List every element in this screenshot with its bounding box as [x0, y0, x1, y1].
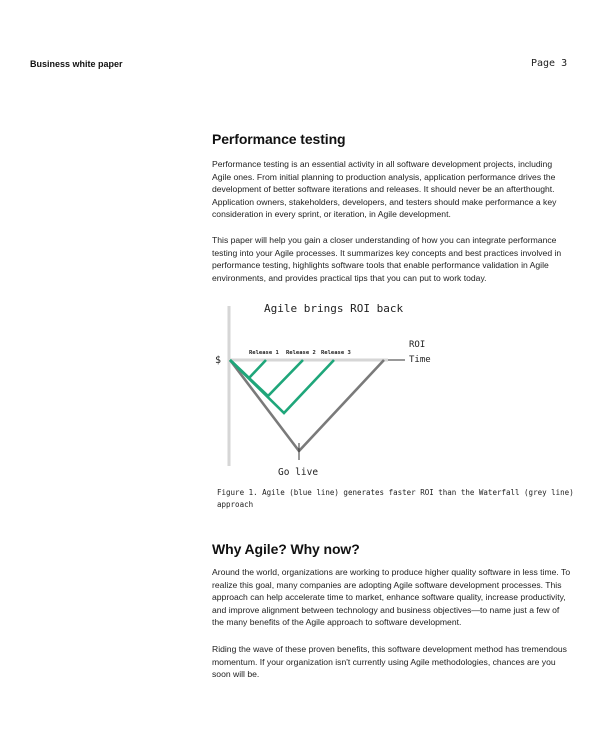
- paragraph-performance-intro: Performance testing is an essential activity in all software development projects, including Agile ones. From initial planning to production analysis, application performance drives the development of better software iterations and releases. It should never be an afterthought. Application owners, stakeholders, developers, and testers should make performance a key consideration in every sprint, or iteration, in Agile development.: [212, 159, 557, 220]
- go-live-label: Go live: [278, 467, 319, 478]
- section-performance-testing: [212, 131, 572, 284]
- agile-lines: [230, 360, 334, 413]
- section-heading-performance-testing: Performance testing: [212, 131, 346, 147]
- paragraph-agile-momentum: Riding the wave of these proven benefits, this software development method has tremendous momentum. If your organization isn't currently using Agile methodologies, chances are you soon will be.: [212, 643, 567, 680]
- roi-label: ROI: [409, 340, 426, 350]
- document-type-label: Business white paper: [30, 59, 123, 69]
- figure-caption: Figure 1. Agile (blue line) generates faster ROI than the Waterfall (grey line) approach: [217, 488, 574, 509]
- y-axis-dollar-label: $: [215, 355, 222, 366]
- agile-roi-diagram: [212, 298, 592, 518]
- release-3-label: Release 3: [321, 350, 351, 356]
- figure-title: Agile brings ROI back: [264, 302, 404, 315]
- release-1-label: Release 1: [249, 350, 279, 356]
- section-why-agile: [212, 541, 572, 681]
- agile-release-3-curve: [230, 360, 334, 413]
- section-heading-why-agile: Why Agile? Why now?: [212, 541, 360, 557]
- release-2-label: Release 2: [286, 350, 316, 356]
- paragraph-agile-benefits: Around the world, organizations are working to produce higher quality software in less time. To realize this goal, many companies are adopting Agile software development processes. This approach can help accelerate time to market, enhance software quality, increase productivity, and improve alignment between technology and business objectives—to name just a few of the many benefits of the Agile approach to software development.: [212, 567, 571, 628]
- page-number: Page 3: [531, 58, 568, 69]
- time-label: Time: [409, 355, 431, 365]
- paragraph-paper-purpose: This paper will help you gain a closer understanding of how you can integrate performance testing into your Agile processes. It summarizes key concepts and best practices involved in performance testing, highlights software tools that enable performance validation in Agile environments, and provides practical tips that you can put to work today.: [212, 234, 562, 283]
- agile-release-2-curve: [230, 360, 303, 396]
